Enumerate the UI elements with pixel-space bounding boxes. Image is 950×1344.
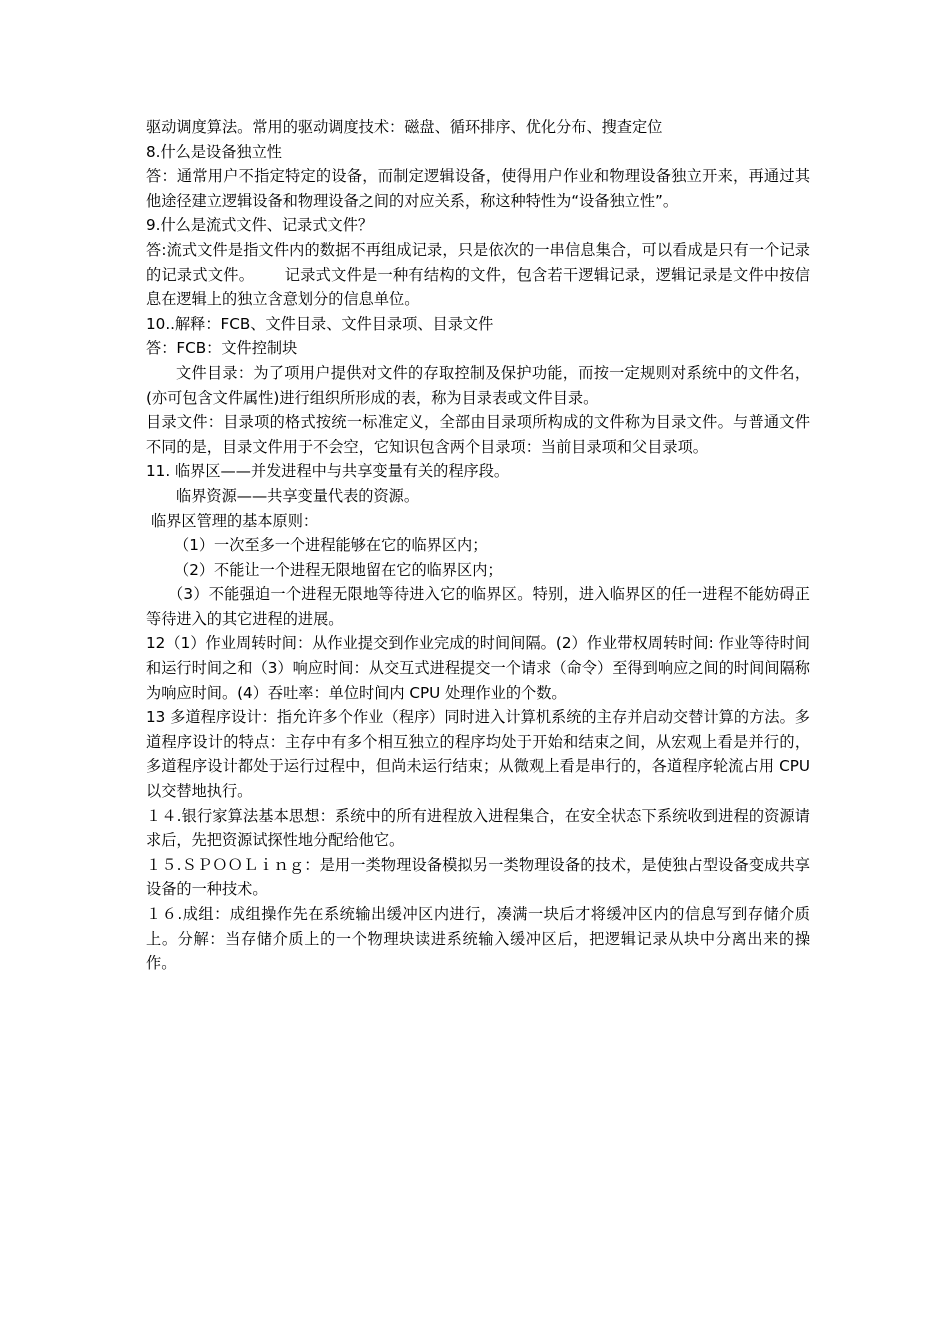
question-9: 9.什么是流式文件、记录式文件？ — [146, 216, 374, 235]
item-13: 13 多道程序设计：指允许多个作业（程序）同时进入计算机系统的主存并启动交替计算的方法。多道程序设计的特点：主存中有多个相互独立的程序均处于开始和结束之间，从宏观上看是并行的，多道程序设计都处于运行过程中，但尚未运行结束；从微观上看是串行的，各道程序轮流占用 CPU 以交替地执行。 — [146, 708, 815, 801]
item-15: １５.ＳＰＯＯＬｉｎｇ：是用一类物理设备模拟另一类物理设备的技术，是使独占型设备变成共享设备的一种技术。 — [146, 855, 810, 899]
item-11-critical-section: 11. 临界区——并发进程中与共享变量有关的程序段。 — [146, 462, 510, 481]
answer-10-directory-file: 目录文件：目录项的格式按统一标准定义，全部由目录项所构成的文件称为目录文件。与普通文件不同的是，目录文件用于不会空，它知识包含两个目录项：当前目录项和父目录项。 — [146, 413, 810, 456]
item-11-critical-resource: 临界资源——共享变量代表的资源。 — [176, 486, 419, 505]
principle-3: （3）不能强迫一个进程无限地等待进入它的临界区。特别，进入临界区的任一进程不能妨碍正等待进入的其它进程的进展。 — [146, 585, 810, 628]
question-10: 10..解释：FCB、文件目录、文件目录项、目录文件 — [146, 314, 494, 333]
question-8: 8.什么是设备独立性 — [146, 142, 282, 161]
principle-2: （2）不能让一个进程无限地留在它的临界区内； — [174, 560, 503, 579]
item-16: １６.成组：成组操作先在系统输出缓冲区内进行，凑满一块后才将缓冲区内的信息写到存储介质上。分解：当存储介质上的一个物理块读进系统输入缓冲区后，把逻辑记录从块中分离出来的操作。 — [146, 905, 810, 973]
item-11-principles-heading: 临界区管理的基本原则： — [151, 511, 319, 530]
answer-9: 答:流式文件是指文件内的数据不再组成记录，只是依次的一串信息集合，可以看成是只有一个记录的记录式文件。 记录式文件是一种有结构的文件，包含若干逻辑记录，逻辑记录是文件中按信息在逻辑上的独立含意划分的信息单位。 — [146, 240, 810, 309]
answer-10-file-directory: 文件目录：为了项用户提供对文件的存取控制及保护功能，而按一定规则对系统中的文件名，(亦可包含文件属性)进行组织所形成的表，称为目录表或文件目录。 — [146, 363, 810, 407]
principle-1: （1）一次至多一个进程能够在它的临界区内； — [174, 536, 488, 555]
item-14: １４.银行家算法基本思想：系统中的所有进程放入进程集合，在安全状态下系统收到进程的资源请求后，先把资源试探性地分配给他它。 — [146, 806, 810, 850]
paragraph-drive-scheduling: 驱动调度算法。常用的驱动调度技术：磁盘、循环排序、优化分布、搜查定位 — [146, 118, 663, 136]
answer-8: 答：通常用户不指定特定的设备，而制定逻辑设备，使得用户作业和物理设备独立开来，再通过其他途径建立逻辑设备和物理设备之间的对应关系，称这种特性为“设备独立性”。 — [146, 167, 810, 210]
document-page — [146, 115, 815, 976]
item-12: 12（1）作业周转时间：从作业提交到作业完成的时间间隔。(2）作业带权周转时间: 作业等待时间和运行时间之和（3）响应时间：从交互式进程提交一个请求（命令）至得到响应之间的时间间隔称为响应时间。(4）吞吐率：单位时间内 CPU 处理作业的个数。 — [146, 634, 810, 702]
answer-10-fcb: 答：FCB：文件控制块 — [146, 339, 298, 358]
